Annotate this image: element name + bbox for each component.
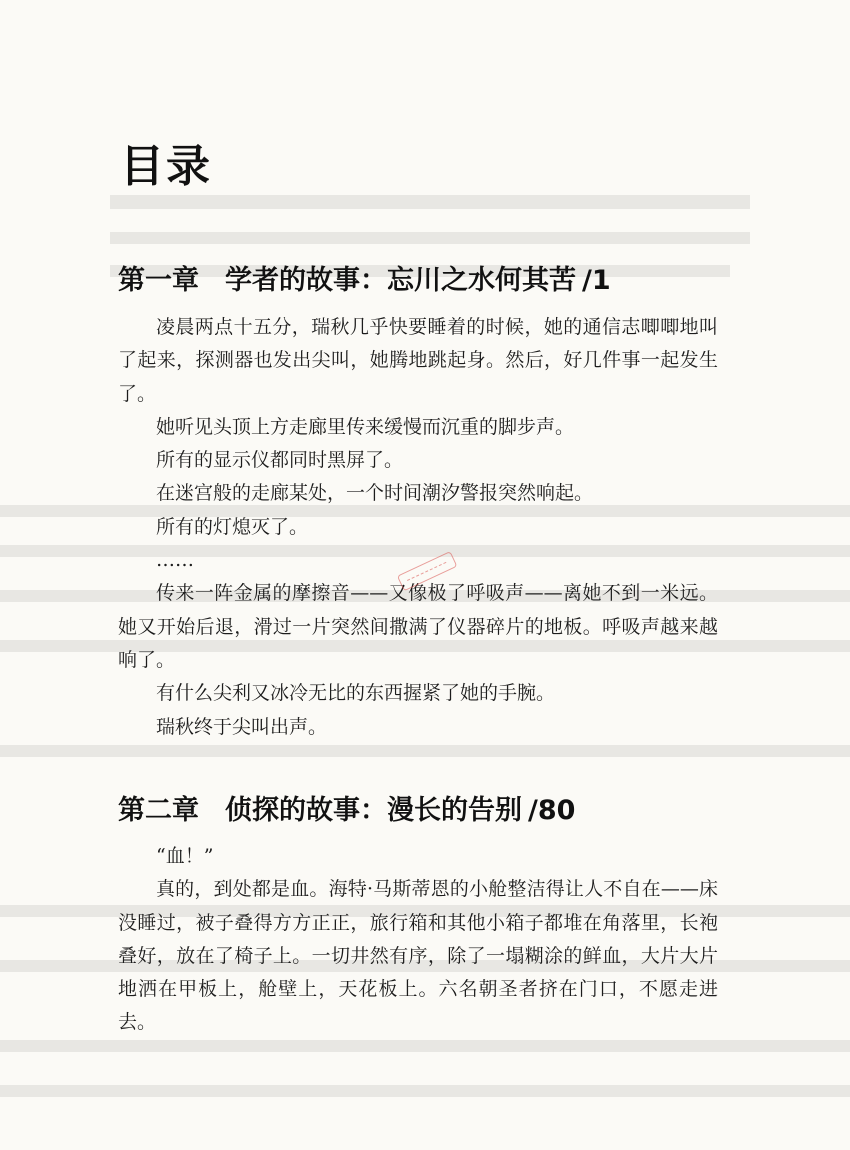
page-title: 目录 xyxy=(120,141,212,192)
chapter-title: 侦探的故事：漫长的告别 xyxy=(225,795,522,826)
chapter-page-number: /80 xyxy=(528,795,576,826)
chapter-excerpt xyxy=(118,840,718,1040)
chapter-excerpt xyxy=(118,311,718,744)
chapter-label: 第一章 xyxy=(118,265,199,296)
excerpt-paragraph: “血！” xyxy=(156,845,214,867)
excerpt-paragraph: 有什么尖利又冰冷无比的东西握紧了她的手腕。 xyxy=(156,682,556,705)
chapter-label: 第二章 xyxy=(118,795,199,826)
excerpt-paragraph: 真的，到处都是血。海特·马斯蒂恩的小舱整洁得让人不自在——床没睡过，被子叠得方方正正，旅行箱和其他小箱子都堆在角落里，长袍叠好，放在了椅子上。一切井然有序，除了一塌糊涂的鲜血，大片大片地洒在甲板上，舱壁上，天花板上。六名朝圣者挤在门口，不愿走进去。 xyxy=(118,878,718,1034)
excerpt-paragraph: 所有的灯熄灭了。 xyxy=(156,515,309,538)
excerpt-paragraph: 所有的显示仪都同时黑屏了。 xyxy=(156,449,404,472)
chapter-page-number: /1 xyxy=(582,265,611,296)
chapter-heading xyxy=(118,258,611,297)
chapter-heading xyxy=(118,788,575,827)
excerpt-paragraph: 传来一阵金属的摩擦音——又像极了呼吸声——离她不到一米远。她又开始后退，滑过一片突然间撒满了仪器碎片的地板。呼吸声越来越响了。 xyxy=(118,582,718,671)
chapter-title: 学者的故事：忘川之水何其苦 xyxy=(225,265,576,296)
excerpt-paragraph: 在迷宫般的走廊某处，一个时间潮汐警报突然响起。 xyxy=(156,482,594,505)
excerpt-paragraph: 她听见头顶上方走廊里传来缓慢而沉重的脚步声。 xyxy=(156,415,575,438)
excerpt-paragraph: …… xyxy=(156,549,194,572)
excerpt-paragraph: 凌晨两点十五分，瑞秋几乎快要睡着的时候，她的通信志唧唧地叫了起来，探测器也发出尖叫，她腾地跳起身。然后，好几件事一起发生了。 xyxy=(118,316,718,405)
excerpt-paragraph: 瑞秋终于尖叫出声。 xyxy=(156,715,328,738)
